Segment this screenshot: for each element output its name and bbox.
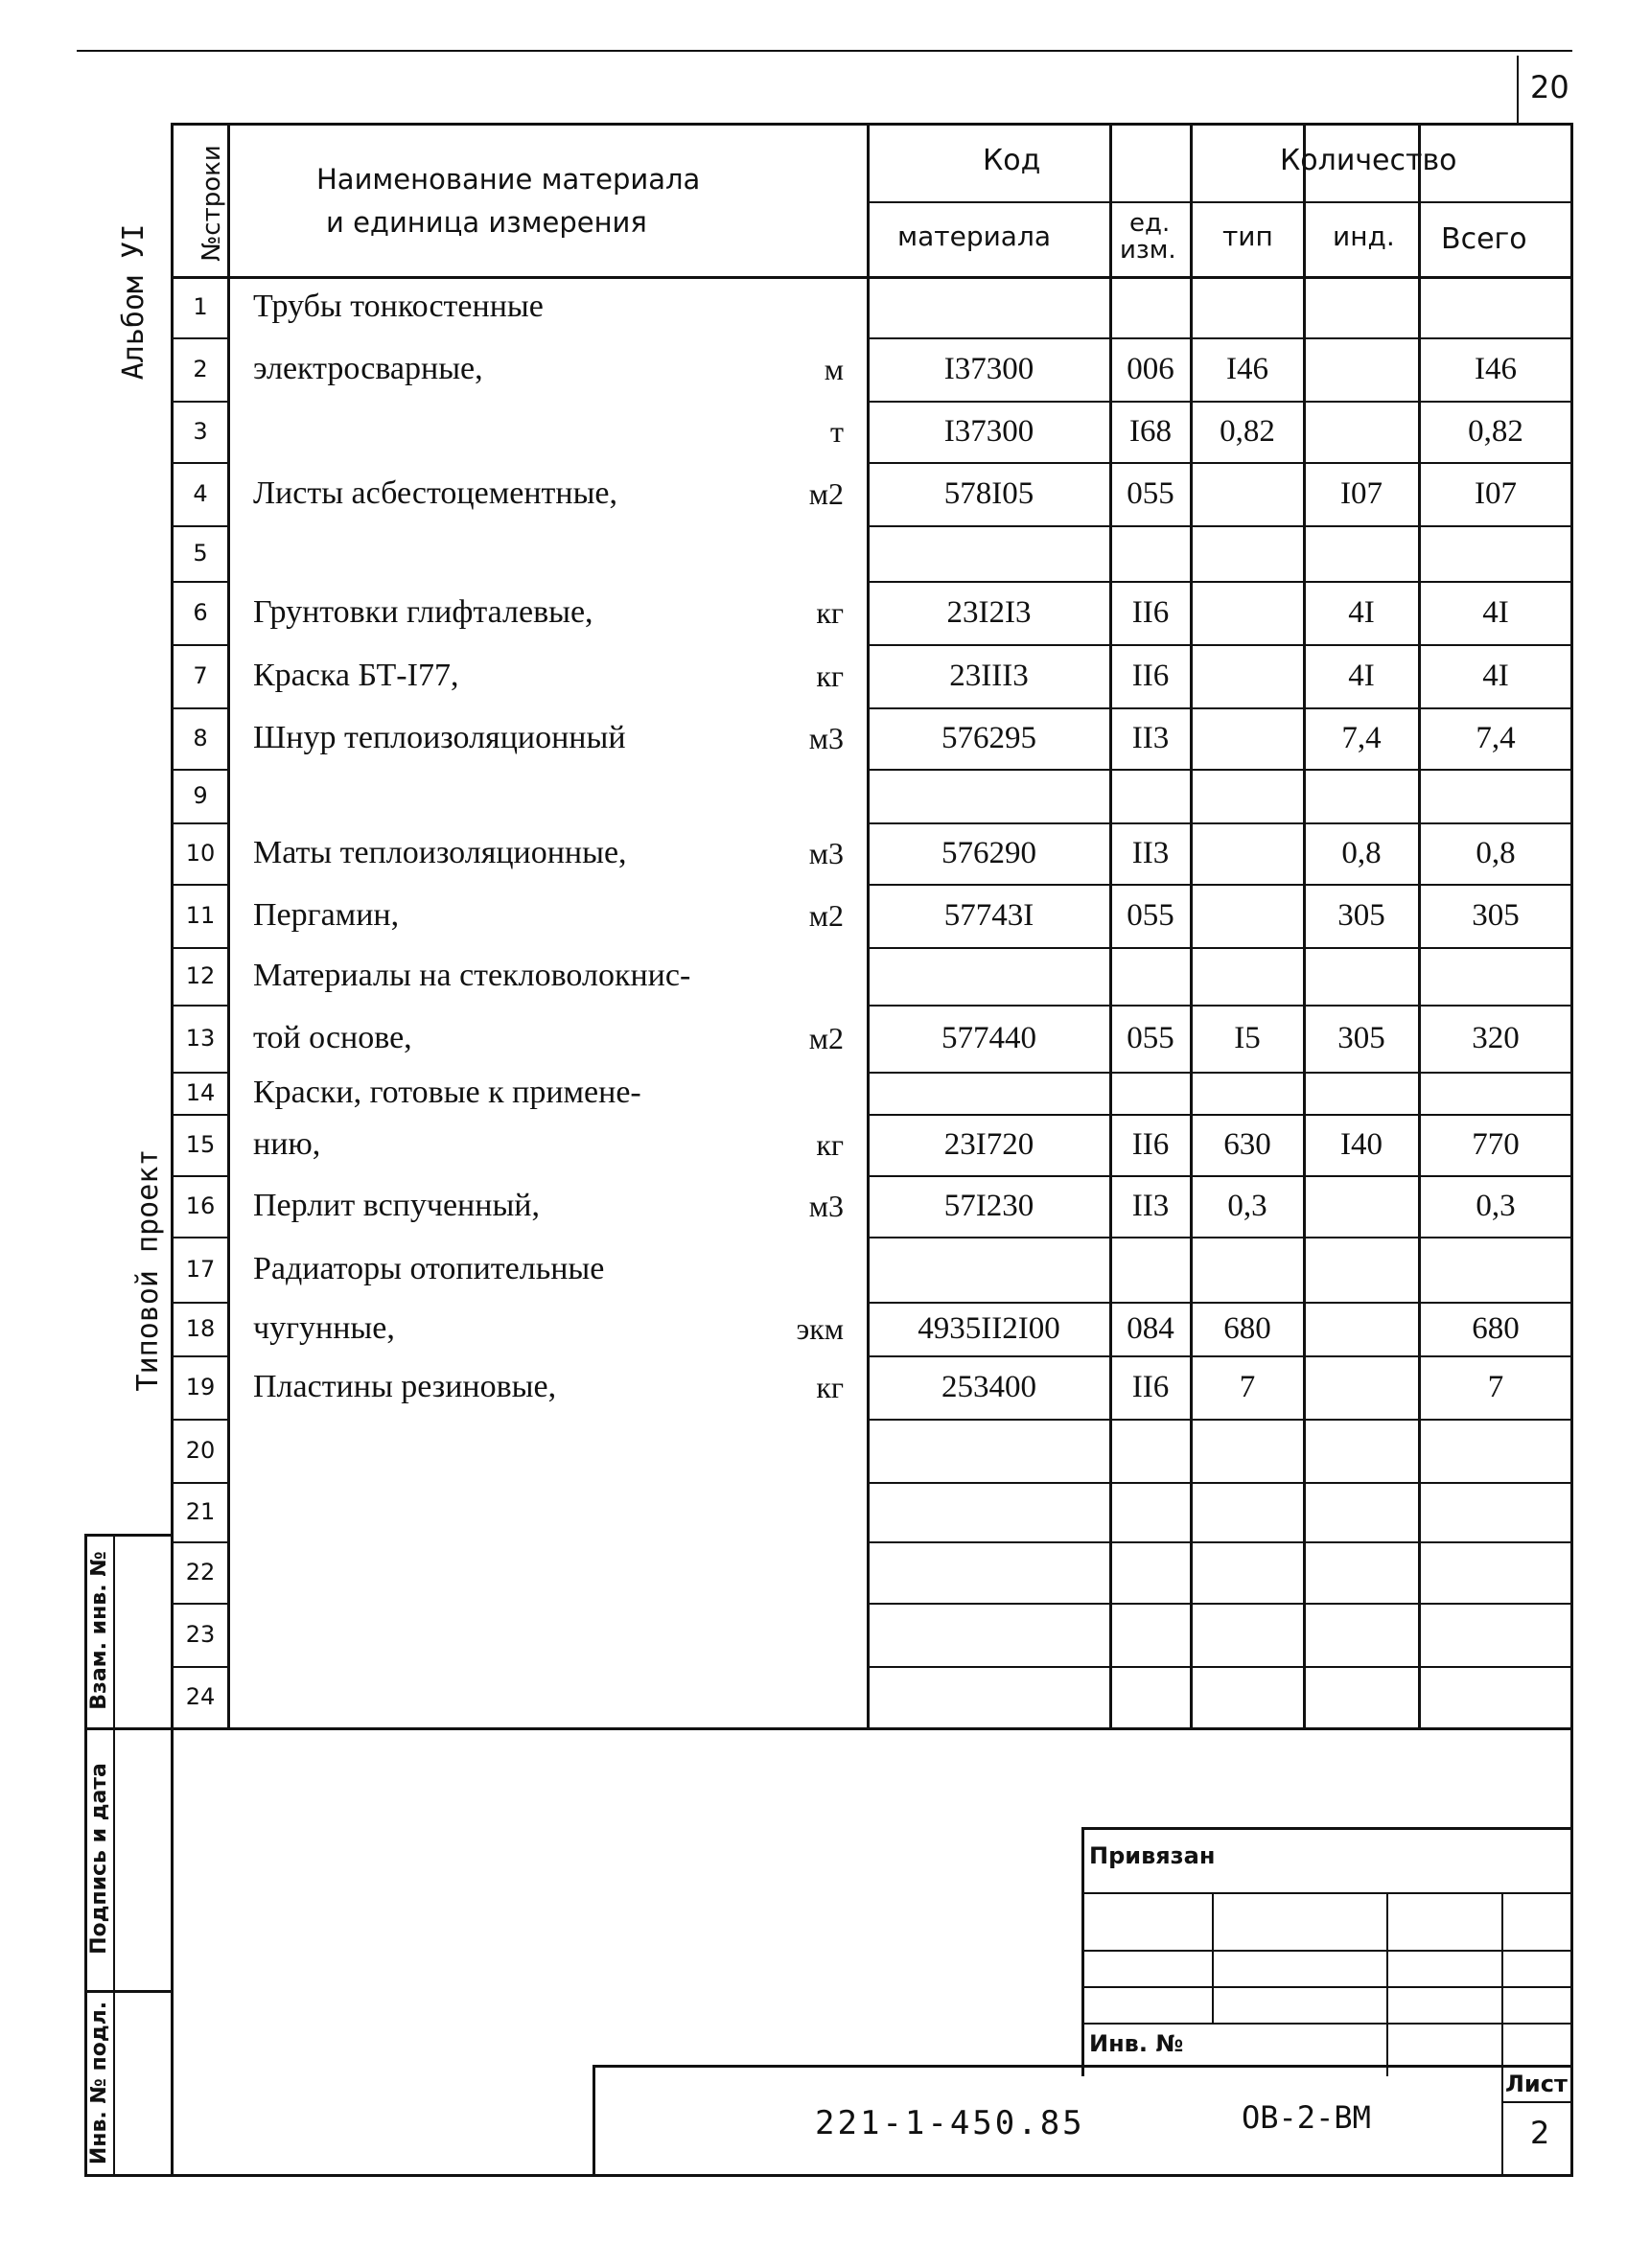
row-number: 7: [193, 662, 208, 689]
material-name: Грунтовки глифталевые,: [253, 594, 593, 630]
header-total: Всего: [1441, 222, 1527, 256]
tb-col-1: [1212, 1892, 1214, 2023]
row-data-rule: [868, 1666, 1572, 1668]
table-bottom-rule: [173, 1727, 1572, 1730]
qty-total: [1419, 1493, 1572, 1531]
unit-code: I68: [1129, 414, 1172, 449]
qty-total: I46: [1475, 352, 1517, 386]
privyazan-label: Привязан: [1089, 1842, 1216, 1869]
tb-row-3: [1081, 1986, 1572, 1988]
qty-total: 305: [1472, 898, 1520, 933]
qty-tip: [1191, 719, 1304, 757]
row-number-rule: [173, 525, 228, 527]
unit-label: [748, 534, 844, 572]
header-bottom-rule: [173, 276, 1572, 279]
row-number-rule: [173, 1666, 228, 1668]
row-data-rule: [868, 1603, 1572, 1605]
qty-tip: [1191, 957, 1304, 995]
tb-row-4: [1081, 2023, 1572, 2025]
material-code: [868, 776, 1110, 815]
qty-ind: I07: [1340, 476, 1383, 511]
row-data-rule: [868, 1541, 1572, 1543]
material-code: 4935II2I00: [918, 1311, 1060, 1346]
row-data-rule: [868, 947, 1572, 949]
qty-total: 0,82: [1468, 414, 1523, 449]
material-name: Перлит вспученный,: [253, 1188, 540, 1223]
row-number-rule: [173, 1603, 228, 1605]
qty-ind: [1304, 776, 1419, 815]
material-code: [868, 1553, 1110, 1591]
row-data-rule: [868, 1175, 1572, 1177]
qty-total: 4I: [1482, 659, 1509, 693]
tb-main-top: [593, 2065, 1572, 2068]
row-number-rule: [173, 1541, 228, 1543]
qty-tip: [1191, 593, 1304, 632]
qty-tip: [1191, 1678, 1304, 1716]
material-code: 23III3: [949, 659, 1029, 693]
unit-label: экм: [796, 1311, 844, 1346]
row-data-rule: [868, 525, 1572, 527]
qty-tip: [1191, 534, 1304, 572]
material-name: [253, 1615, 790, 1654]
qty-total: [1419, 776, 1572, 815]
qty-total: [1419, 1678, 1572, 1716]
row-data-rule: [868, 1005, 1572, 1007]
material-name: электросварные,: [253, 351, 483, 386]
unit-label: м3: [808, 721, 844, 755]
row-number: 11: [185, 902, 216, 929]
unit-code: [1110, 288, 1191, 326]
unit-label: [748, 1553, 844, 1591]
qty-ind: 7,4: [1341, 721, 1382, 755]
qty-ind: [1304, 1553, 1419, 1591]
row-number: 17: [185, 1256, 216, 1283]
unit-code: [1110, 1074, 1191, 1112]
unit-code: 055: [1127, 898, 1174, 933]
qty-total: 0,3: [1476, 1189, 1516, 1223]
row-number: 22: [185, 1559, 216, 1585]
unit-code: [1110, 1493, 1191, 1531]
row-number-rule: [173, 1482, 228, 1484]
unit-code: [1110, 1615, 1191, 1654]
qty-ind: [1304, 412, 1419, 451]
qty-ind: [1304, 1615, 1419, 1654]
qty-tip: [1191, 1250, 1304, 1288]
unit-code: II3: [1131, 836, 1170, 870]
unit-label: кг: [816, 659, 844, 693]
qty-total: 7: [1487, 1370, 1504, 1404]
tb-row-2: [1081, 1950, 1572, 1952]
row-number-rule: [173, 884, 228, 886]
unit-label: м2: [808, 1021, 844, 1055]
material-name: Трубы тонкостенные: [253, 289, 544, 324]
row-number: 14: [185, 1079, 216, 1106]
stamp-top: [84, 1534, 173, 1537]
header-code: Код: [983, 144, 1041, 177]
unit-code: II3: [1131, 1189, 1170, 1223]
row-data-rule: [868, 1237, 1572, 1238]
row-number: 23: [185, 1621, 216, 1648]
qty-tip: [1191, 1615, 1304, 1654]
unit-label: [748, 957, 844, 995]
material-name: [253, 1493, 790, 1531]
row-number-rule: [173, 947, 228, 949]
material-code: I37300: [943, 352, 1034, 386]
qty-ind: [1304, 1431, 1419, 1470]
unit-code: II3: [1131, 721, 1170, 755]
row-data-rule: [868, 337, 1572, 339]
qty-ind: [1304, 1493, 1419, 1531]
frame-top: [171, 123, 1572, 126]
qty-ind: [1304, 1368, 1419, 1406]
qty-tip: [1191, 1493, 1304, 1531]
unit-label: [748, 1250, 844, 1288]
header-tip: тип: [1222, 220, 1273, 252]
unit-code: [1110, 776, 1191, 815]
unit-code: [1110, 957, 1191, 995]
row-number: 16: [185, 1192, 216, 1219]
unit-label: т: [830, 414, 844, 449]
unit-code: II6: [1131, 1127, 1170, 1162]
unit-code: [1110, 534, 1191, 572]
material-name: [253, 534, 790, 572]
qty-tip: 7: [1239, 1370, 1256, 1404]
tb-col-3: [1501, 1892, 1503, 2176]
material-name: Шнур теплоизоляционный: [253, 720, 626, 755]
unit-label: кг: [816, 1127, 844, 1162]
qty-total: [1419, 288, 1572, 326]
material-code: [868, 1074, 1110, 1112]
row-number: 21: [185, 1498, 216, 1525]
row-data-rule: [868, 401, 1572, 403]
unit-code: 055: [1127, 476, 1174, 511]
row-number: 8: [193, 725, 208, 752]
podpis-date-label: Подпись и дата: [87, 1763, 111, 1955]
material-name: [253, 412, 790, 451]
unit-code: [1110, 1553, 1191, 1591]
unit-code: 084: [1127, 1311, 1174, 1346]
header-name-line2: и единица измерения: [326, 206, 647, 239]
stamp-divider-2: [84, 1990, 173, 1993]
unit-code: [1110, 1250, 1191, 1288]
row-number: 12: [185, 962, 216, 989]
row-number: 3: [193, 418, 208, 445]
row-number-rule: [173, 337, 228, 339]
qty-total: [1419, 1615, 1572, 1654]
header-unit-2: изм.: [1120, 236, 1176, 265]
qty-tip: [1191, 288, 1304, 326]
material-code: [868, 288, 1110, 326]
qty-total: [1419, 534, 1572, 572]
row-data-rule: [868, 1355, 1572, 1357]
unit-label: [748, 1074, 844, 1112]
material-code: [868, 957, 1110, 995]
row-data-rule: [868, 581, 1572, 583]
material-name: [253, 776, 790, 815]
unit-label: [748, 776, 844, 815]
qty-tip: [1191, 474, 1304, 513]
row-number: 20: [185, 1437, 216, 1464]
row-number-rule: [173, 581, 228, 583]
tb-privyazan-left: [1081, 1827, 1084, 2076]
row-number-rule: [173, 769, 228, 771]
material-code: 576295: [941, 721, 1036, 755]
unit-label: [748, 1431, 844, 1470]
qty-tip: [1191, 657, 1304, 695]
vzam-inv-label: Взам. инв. №: [87, 1551, 111, 1710]
qty-ind: [1304, 350, 1419, 388]
material-name: Материалы на стекловолокнис-: [253, 958, 691, 993]
material-name: Радиаторы отопительные: [253, 1251, 605, 1286]
material-code: 23I720: [943, 1127, 1034, 1162]
qty-ind: [1304, 957, 1419, 995]
material-name: Краска БТ-I77,: [253, 658, 459, 693]
stamp-divider-1: [84, 1727, 173, 1730]
qty-ind: 4I: [1348, 595, 1375, 630]
material-name: нию,: [253, 1126, 321, 1162]
row-data-rule: [868, 769, 1572, 771]
unit-code: 055: [1127, 1021, 1174, 1055]
row-number-rule: [173, 1237, 228, 1238]
material-code: 578I05: [943, 476, 1034, 511]
material-name: [253, 1553, 790, 1591]
qty-tip: I46: [1226, 352, 1268, 386]
row-number: 2: [193, 356, 208, 382]
header-quantity: Количество: [1280, 144, 1457, 177]
row-number: 4: [193, 480, 208, 507]
material-code: [868, 1431, 1110, 1470]
row-number-rule: [173, 1419, 228, 1421]
material-code: I37300: [943, 414, 1034, 449]
material-code: [868, 1678, 1110, 1716]
unit-label: м2: [808, 898, 844, 933]
row-number-rule: [173, 1005, 228, 1007]
tb-col-2: [1386, 1892, 1388, 2076]
material-name: [253, 1678, 790, 1716]
qty-ind: 4I: [1348, 659, 1375, 693]
row-data-rule: [868, 462, 1572, 464]
row-data-rule: [868, 884, 1572, 886]
tb-main-left: [593, 2065, 595, 2176]
qty-total: [1419, 957, 1572, 995]
qty-ind: [1304, 1309, 1419, 1348]
material-code: 577440: [941, 1021, 1036, 1055]
row-number: 1: [193, 293, 208, 320]
qty-total: I07: [1475, 476, 1517, 511]
qty-ind: [1304, 534, 1419, 572]
project-label: Типовой проект: [131, 1148, 165, 1392]
qty-total: [1419, 1250, 1572, 1288]
qty-tip: 0,82: [1220, 414, 1275, 449]
header-mid-rule: [868, 201, 1572, 203]
row-number: 9: [193, 782, 208, 809]
qty-tip: 680: [1223, 1311, 1271, 1346]
sheet-corner-divider: [1517, 56, 1519, 123]
row-number: 24: [185, 1683, 216, 1710]
qty-tip: I5: [1234, 1021, 1261, 1055]
unit-code: [1110, 1678, 1191, 1716]
unit-label: м3: [808, 1189, 844, 1223]
material-name: Пластины резиновые,: [253, 1369, 557, 1404]
unit-code: [1110, 1431, 1191, 1470]
header-unit-1: ед.: [1129, 209, 1171, 238]
qty-ind: [1304, 1187, 1419, 1225]
qty-ind: 0,8: [1341, 836, 1382, 870]
unit-label: [748, 1493, 844, 1531]
qty-total: 680: [1472, 1311, 1520, 1346]
top-rule: [77, 50, 1572, 52]
qty-tip: [1191, 1553, 1304, 1591]
qty-tip: [1191, 776, 1304, 815]
sheet-label: Лист: [1505, 2071, 1568, 2097]
row-data-rule: [868, 1114, 1572, 1116]
row-data-rule: [868, 1419, 1572, 1421]
unit-code: II6: [1131, 595, 1170, 630]
unit-label: кг: [816, 1370, 844, 1404]
qty-ind: [1304, 1250, 1419, 1288]
material-name: Пергамин,: [253, 897, 400, 933]
row-data-rule: [868, 822, 1572, 824]
material-name: той основе,: [253, 1020, 412, 1055]
qty-tip: [1191, 1431, 1304, 1470]
unit-label: [748, 1678, 844, 1716]
row-number-rule: [173, 644, 228, 646]
qty-total: 0,8: [1476, 836, 1516, 870]
qty-total: [1419, 1431, 1572, 1470]
row-data-rule: [868, 1302, 1572, 1304]
row-number-rule: [173, 822, 228, 824]
material-name: чугунные,: [253, 1310, 395, 1346]
material-code: [868, 1250, 1110, 1288]
qty-total: 4I: [1482, 595, 1509, 630]
qty-ind: 305: [1337, 898, 1385, 933]
unit-label: м3: [808, 836, 844, 870]
qty-total: 770: [1472, 1127, 1520, 1162]
header-ind: инд.: [1333, 220, 1395, 252]
qty-ind: [1304, 1074, 1419, 1112]
unit-label: кг: [816, 595, 844, 630]
row-number-rule: [173, 707, 228, 709]
unit-code: II6: [1131, 659, 1170, 693]
row-number-rule: [173, 1175, 228, 1177]
material-name: [253, 1431, 790, 1470]
row-number: 10: [185, 840, 216, 867]
row-data-rule: [868, 707, 1572, 709]
row-number-rule: [173, 1355, 228, 1357]
qty-ind: [1304, 288, 1419, 326]
tb-sheet-rule: [1501, 2101, 1572, 2103]
qty-total: 7,4: [1476, 721, 1516, 755]
sheet-number: 2: [1530, 2115, 1550, 2151]
qty-total: [1419, 1553, 1572, 1591]
row-number: 19: [185, 1374, 216, 1400]
row-number-rule: [173, 1114, 228, 1116]
qty-ind: I40: [1340, 1127, 1383, 1162]
unit-label: [748, 288, 844, 326]
row-number: 5: [193, 540, 208, 567]
album-label: Альбом УI: [117, 223, 151, 381]
row-number-rule: [173, 1302, 228, 1304]
sheet-number-corner: 20: [1530, 69, 1569, 105]
material-code: 23I2I3: [946, 595, 1032, 630]
material-name: Маты теплоизоляционные,: [253, 835, 627, 870]
unit-label: [748, 1615, 844, 1654]
qty-tip: [1191, 1074, 1304, 1112]
tb-privyazan-top: [1081, 1827, 1572, 1830]
qty-tip: [1191, 896, 1304, 935]
material-name: Краски, готовые к примене-: [253, 1075, 641, 1110]
row-number: 13: [185, 1025, 216, 1052]
row-number: 15: [185, 1131, 216, 1158]
inv-no-label: Инв. №: [1089, 2030, 1184, 2057]
material-code: 57I230: [943, 1189, 1034, 1223]
header-name-line1: Наименование материала: [316, 163, 701, 196]
material-code: [868, 1493, 1110, 1531]
header-code-material: материала: [897, 220, 1052, 252]
material-code: 576290: [941, 836, 1036, 870]
row-data-rule: [868, 1482, 1572, 1484]
unit-code: 006: [1127, 352, 1174, 386]
frame-bottom: [84, 2174, 1573, 2177]
material-name: Листы асбестоцементные,: [253, 475, 618, 511]
qty-ind: 305: [1337, 1021, 1385, 1055]
document-code: 221-1-450.85: [815, 2104, 1085, 2142]
row-data-rule: [868, 644, 1572, 646]
qty-tip: [1191, 834, 1304, 872]
material-code: [868, 1615, 1110, 1654]
row-number-rule: [173, 462, 228, 464]
material-code: 57743I: [943, 898, 1034, 933]
row-number: 18: [185, 1315, 216, 1342]
material-code: [868, 534, 1110, 572]
qty-tip: 0,3: [1227, 1189, 1267, 1223]
document-mark: ОВ-2-ВМ: [1242, 2099, 1371, 2136]
row-number-rule: [173, 401, 228, 403]
unit-label: м: [824, 352, 844, 386]
header-row-number: №строки: [198, 145, 226, 262]
inv-podl-label: Инв. № подл.: [87, 2001, 111, 2165]
unit-code: II6: [1131, 1370, 1170, 1404]
material-code: 253400: [941, 1370, 1036, 1404]
tb-row-1: [1081, 1892, 1572, 1894]
row-number: 6: [193, 599, 208, 626]
unit-label: м2: [808, 476, 844, 511]
qty-tip: 630: [1223, 1127, 1271, 1162]
qty-total: 320: [1472, 1021, 1520, 1055]
qty-ind: [1304, 1678, 1419, 1716]
qty-total: [1419, 1074, 1572, 1112]
